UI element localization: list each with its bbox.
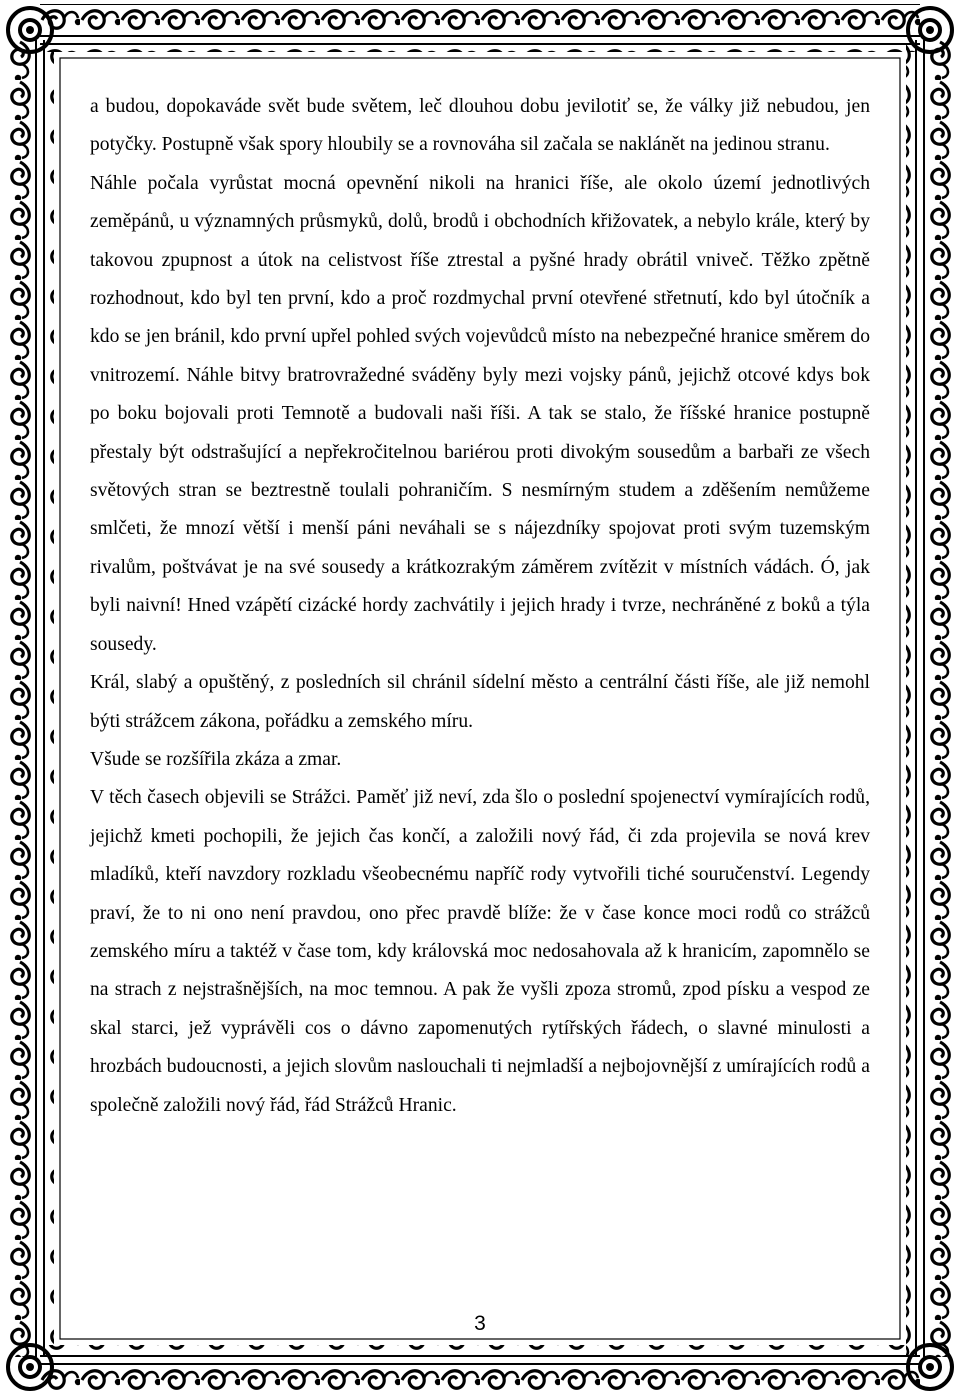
page-number: 3 xyxy=(474,1312,486,1335)
paragraph: V těch časech objevili se Strážci. Paměť již neví, zda šlo o poslední spojenectví vymírajících rodů, jejichž kmeti pochopili, že jejich čas končí, a založili nový řád, či zda projevila se nová krev mladíků, kteří navzdory rozkladu všeobecnému napříč rody vytvořili tiché souručenství. Legendy praví, že to ni ono není pravdou, ono přec pravdě blíže: že v čase konce moci rodů co strážců zemského míru a taktéž v čase tom, kdy královská moc nedosahovala až k hranicím, zapomnělo se na strach z nejstrašnějších, na moc temnou. A pak že vyšli zpoza stromů, zpod písku a vespod ze skal starci, jež vyprávěli cos o dávno zapomenutých rytířských řádech, o slavné minulosti a hrozbách budoucnosti, a jejich slovům naslouchali ti nejmladší a nejbojovnější z umírajících rodů a společně založili nový řád, řád Strážců Hranic. xyxy=(90,787,870,1116)
paragraph: Král, slabý a opuštěný, z posledních sil chránil sídelní město a centrální části říše, ale již nemohl býti strážcem zákona, pořádku a zemského míru. xyxy=(90,672,870,732)
paragraph: Náhle počala vyrůstat mocná opevnění nikoli na hranici říše, ale okolo území jednotlivých zeměpánů, u významných průsmyků, dolů, brodů i obchodních křižovatek, a nebylo krále, který by takovou zpupnost a útok na celistvost říše ztrestal a pyšné hrady obrátil vniveč. Těžko zpětně rozhodnout, kdo byl ten první, kdo a proč rozdmychal první otevřené střetnutí, kdo byl útočník a kdo se jen bránil, kdo první upřel pohled svých vojevůdců místo na nebezpečné hranice směrem do vnitrozemí. Náhle bitvy bratrovražedné sváděny byly mezi vojsky pánů, jejichž otcové kdys bok po boku bojovali proti Temnotě a budovali naši říši. A tak se stalo, že říšské hranice postupně přestaly být odstrašující a nepřekročitelnou bariérou proti divokým sousedům a barbaři ze všech světových stran se beztrestně toulali pohraničím. S nesmírným studem a zděšením nemůžeme smlčeti, že mnozí větší i menší páni neváhali se s nájezdníky spojovat proti svým tuzemským rivalům, poštvávat je na své sousedy a krátkozrakým záměrem zvítězit v místních vádách. Ó, jak byli naivní! Hned vzápětí cizácké hordy zachvátily i jejich hrady i tvrze, nechráněné z boků a týla sousedy. xyxy=(90,172,870,655)
body-text xyxy=(90,88,870,1125)
paragraph: a budou, dopokavádе svět bude světem, leč dlouhou dobu jevilotiť se, že války již nebudou, jen potyčky. Postupně však spory hloubily se a rovnováha sil začala se naklánět na jedinou stranu. xyxy=(90,96,870,156)
paragraph: Všude se rozšířila zkáza a zmar. xyxy=(90,748,342,770)
